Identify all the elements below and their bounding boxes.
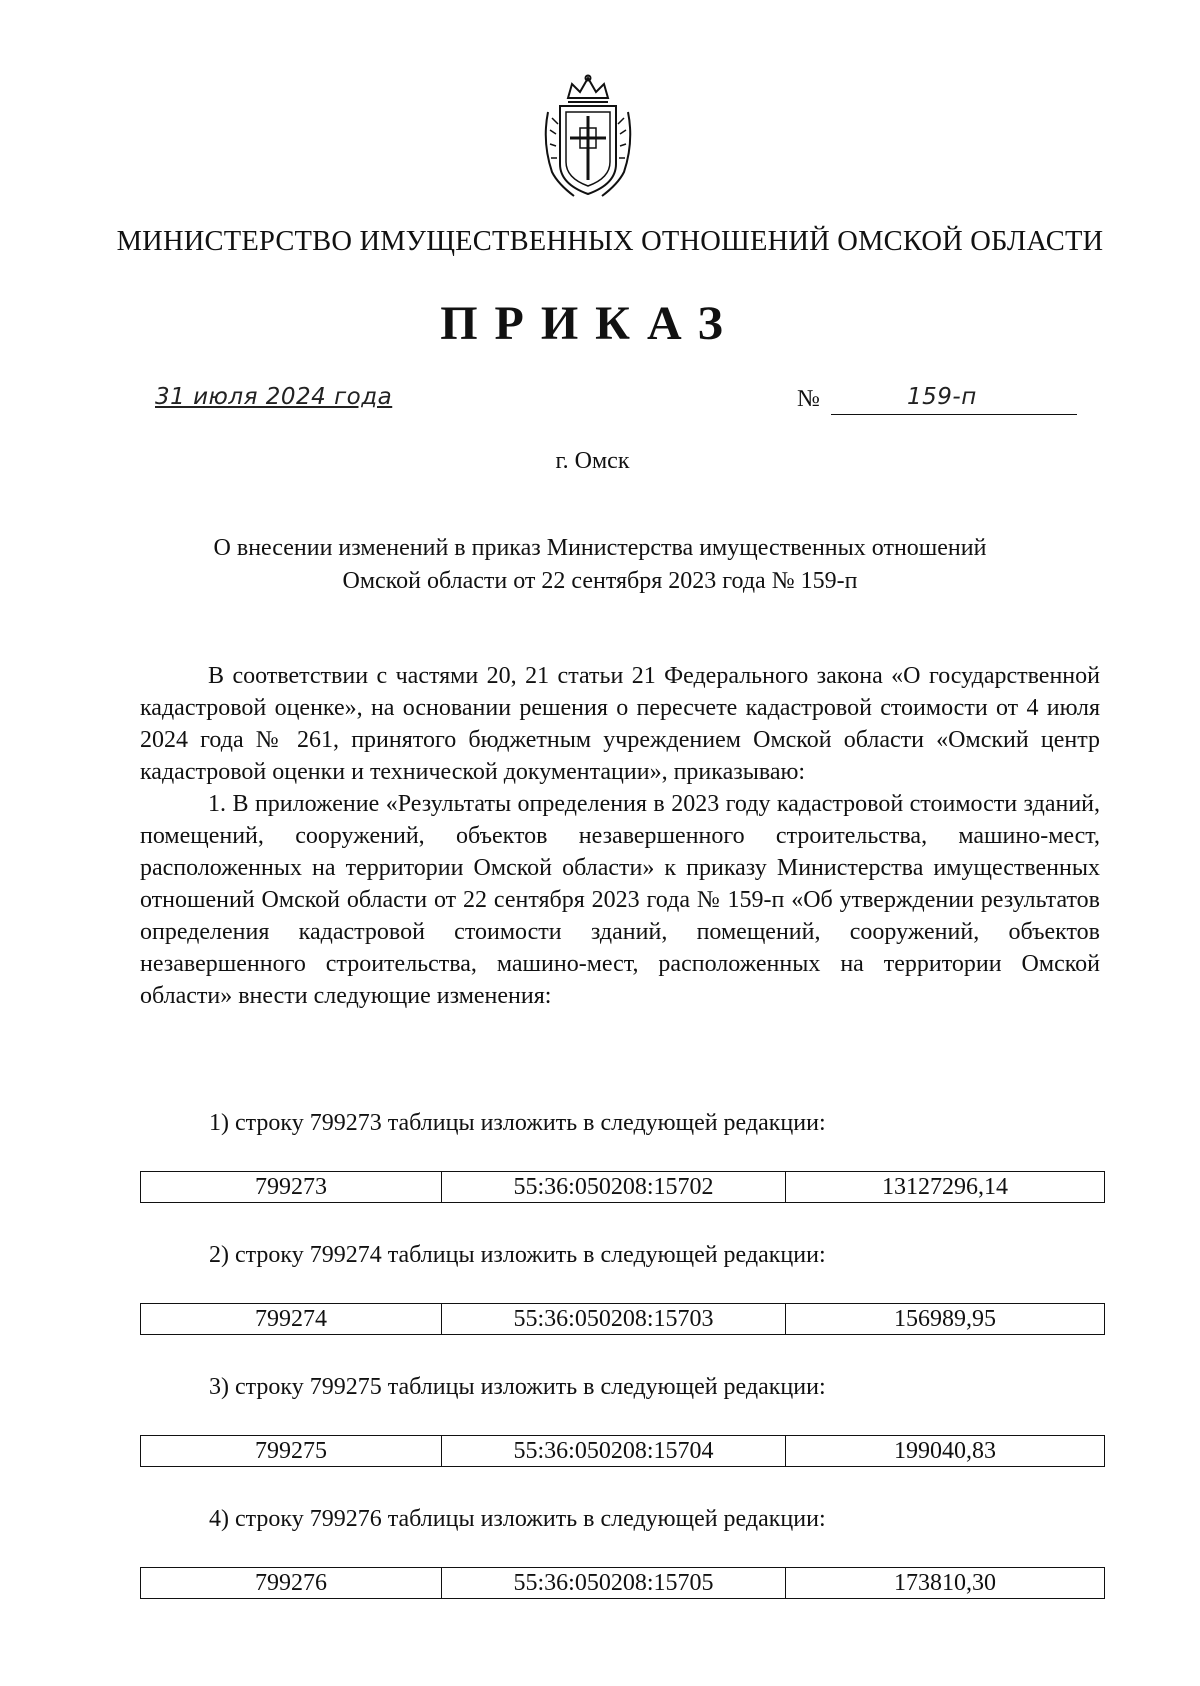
order-body	[140, 660, 1100, 1012]
cadastral-value-cell: 13127296,14	[882, 1174, 1008, 1200]
table-row-3	[140, 1435, 1105, 1467]
cadastral-value-cell: 156989,95	[894, 1306, 996, 1332]
item-label-3: 3) строку 799275 таблицы изложить в следующей редакции:	[209, 1374, 826, 1400]
cadastral-number-cell: 55:36:050208:15705	[442, 1568, 786, 1598]
row-number-cell: 799273	[141, 1172, 442, 1202]
table-row-4	[140, 1567, 1105, 1599]
order-subject	[100, 532, 1100, 598]
ministry-name: МИНИСТЕРСТВО ИМУЩЕСТВЕННЫХ ОТНОШЕНИЙ ОМСКОЙ ОБЛАСТИ	[116, 226, 1104, 257]
cadastral-number-cell: 55:36:050208:15704	[442, 1436, 786, 1466]
omsk-coat-of-arms-icon	[538, 72, 638, 202]
body-paragraph-1: В соответствии с частями 20, 21 статьи 21 Федерального закона «О государственной кадастровой оценке», на основании решения о пересчете кадастровой стоимости от 4 июля 2024 года № 261, принятого бюджетным учреждением Омской области «Омский центр кадастровой оценки и технической документации», приказываю:	[140, 663, 1100, 785]
row-number-cell: 799276	[141, 1568, 442, 1598]
number-underline	[831, 414, 1077, 415]
order-number: 159-п	[907, 384, 977, 410]
subject-line-1: О внесении изменений в приказ Министерства имущественных отношений	[213, 535, 987, 561]
order-date: 31 июля 2024 года	[155, 384, 393, 410]
subject-line-2: Омской области от 22 сентября 2023 года № 159-п	[342, 568, 858, 594]
item-label-4: 4) строку 799276 таблицы изложить в следующей редакции:	[209, 1506, 826, 1532]
cadastral-number-cell: 55:36:050208:15702	[442, 1172, 786, 1202]
cadastral-value-cell: 173810,30	[894, 1570, 996, 1596]
number-sign: №	[797, 386, 820, 412]
city: г. Омск	[555, 448, 630, 474]
item-label-2: 2) строку 799274 таблицы изложить в следующей редакции:	[209, 1242, 826, 1268]
cadastral-number-cell: 55:36:050208:15703	[442, 1304, 786, 1334]
order-number-block	[797, 386, 1077, 420]
item-label-1: 1) строку 799273 таблицы изложить в следующей редакции:	[209, 1110, 826, 1136]
row-number-cell: 799275	[141, 1436, 442, 1466]
body-paragraph-2: 1. В приложение «Результаты определения в 2023 году кадастровой стоимости зданий, помещений, сооружений, объектов незавершенного строительства, машино-мест, расположенных на территории Омской области» к приказу Министерства имущественных отношений Омской области от 22 сентября 2023 года № 159-п «Об утверждении результатов определения кадастровой стоимости зданий, помещений, сооружений, объектов незавершенного строительства, машино-мест, расположенных на территории Омской области» внести следующие изменения:	[140, 791, 1100, 1009]
document-title: ПРИКАЗ	[440, 297, 740, 350]
cadastral-value-cell: 199040,83	[894, 1438, 996, 1464]
table-row-1	[140, 1171, 1105, 1203]
row-number-cell: 799274	[141, 1304, 442, 1334]
table-row-2	[140, 1303, 1105, 1335]
